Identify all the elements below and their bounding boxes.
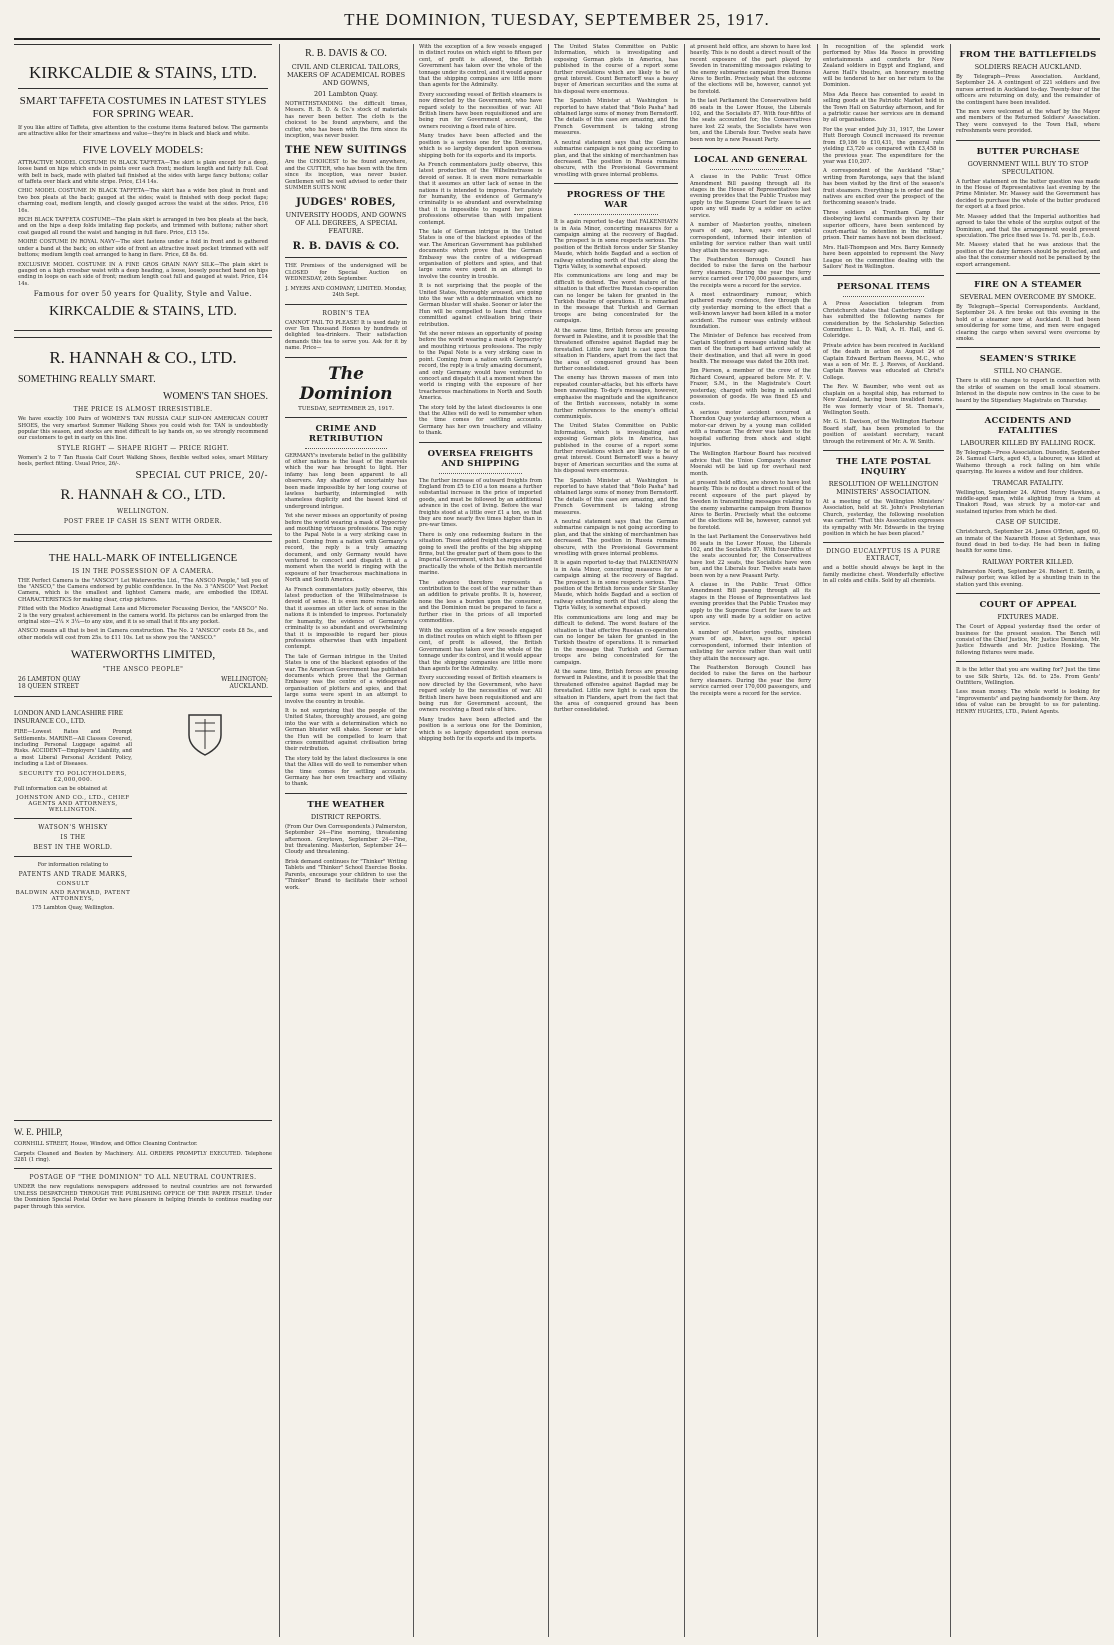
fire-title: FIRE ON A STEAMER [974, 279, 1082, 290]
soldiers-paragraph-1: By Telegraph—Press Association. Auckland, September 24. A contingent of 221 soldiers and five nurses arrived in Auckland to-day. Twenty-four of the officers are returning on duty, and the remainder of the contingent have been invalided. [956, 74, 1100, 106]
battlefields-title: FROM THE BATTLEFIELDS [959, 50, 1097, 60]
postage-title: POSTAGE OF "THE DOMINION" TO ALL NEUTRAL COUNTRIES. [29, 1174, 257, 1182]
whisky-line-2: IS THE [60, 834, 86, 842]
london-lancashire-agents: JOHNSTON AND CO., LTD., CHIEF AGENTS AND ATTORNEYS, WELLINGTON. [16, 795, 130, 814]
divider [419, 442, 542, 443]
dominion-nameplate: The Dominion [299, 363, 393, 404]
weather-title: THE WEATHER [307, 799, 385, 810]
local-paragraph-12: A number of Masterton youths, nineteen years of age, have, says our special correspondent, informed their intention of enlisting for service rather than wait until they attain the necessary age. [690, 629, 811, 662]
leader-paragraph-2: Yet she never misses an opportunity of posing before the world wearing a mask of hypocrisy and mouthing virtuous professions. The reply to the Papal Note is a very striking case in point. Coming from a nation with Germany's record, the reply is a truly amazing document, and only Germany would have ventured to concoct and dispatch it at a moment when the world is ringing with the exposure of her treacherous machinations in North and South America. [285, 513, 407, 584]
hannah-headline: SOMETHING REALLY SMART. [18, 374, 156, 386]
personal-items-title: PERSONAL ITEMS [836, 282, 931, 293]
freights-paragraph-3: The advance therefore represents a contribution to the cost of the war rather than an addition to private profits. It is, however, none the less a burden upon the consumer, and the Dominion must be prepared to face a further rise in the prices of all imported commodities. [419, 579, 542, 625]
progress-paragraph-5: The United States Committee on Public Information, which is investigating and exposing German plots in America, has published in the course of a report some further revelations which are likely to be of great interest. Count Bernstorff was a heavy buyer of American securities and the sums at his disposal were enormous. [554, 423, 678, 475]
weather-subtitle: DISTRICT REPORTS. [310, 812, 382, 821]
davis-suitings-title: THE NEW SUITINGS [285, 145, 407, 157]
postal-inquiry-body: At a meeting of the Wellington Ministers' Association, held at St. John's Presbyterian Church, yesterday, the following resolution was carried: "That this Association expresses its sympathy with Mr. Edwards in the trying position in which he has been placed." [823, 498, 944, 537]
tramcar-subtitle: TRAMCAR FATALITY. [992, 478, 1064, 487]
progress-paragraph-2: His communications are long and may be difficult to defend. The worst feature of the situation is that effective Russian co-operation can no longer be taken for granted in the Turkish theatre of operations. It is remarked in the message that Turkish and German troops are being concentrated for the campaign. [554, 273, 678, 325]
column-2 [285, 44, 407, 1637]
column-5 [690, 44, 811, 1637]
column-rule [413, 44, 414, 1637]
local-paragraph-7: A serious motor accident occurred at Thorndon Quay yesterday afternoon, when a motor-car driven by a young man collided with a tramcar. The driver was taken to the hospital suffering from shock and slight injuries. [690, 409, 811, 448]
col3-continued-6: It is not surprising that the people of the United States, thoroughly aroused, are going into the war with a determination which no German bluster will shake. Sooner or later the Hun will be compelled to learn that crimes committed against civilisation bring their retribution. [419, 283, 542, 328]
kirkcaldie-model-5: EXCLUSIVE MODEL COSTUME IN A FINE GROS GRAIN NAVY SILK—The plain skirt is gauged on a high crossbar waist with a deep heading, a loose, loosely pouched band on hips ending in loops on each side of front; medium length coat full and gauged at waist. Price, £14 14s. [18, 261, 268, 287]
patents-intro: For information relating to [37, 862, 109, 869]
whisky-line-1: WATSON'S WHISKY [38, 824, 108, 832]
waterworths-address-2 [18, 683, 268, 690]
col3-continued-8: The story told by the latest disclosures is one that the Allies will do well to remember when the time comes for settling accounts. Germany has her own treachery and villainy to thank. [419, 404, 542, 437]
london-lancashire-security: SECURITY TO POLICYHOLDERS, £2,000,000. [19, 770, 127, 783]
whisky-line-3: BEST IN THE WORLD. [33, 844, 113, 852]
progress-paragraph-8: It is again reported to-day that FALKENHAYN is in Asia Minor, concerting measures for a campaign aiming at the recovery of Bagdad. The prospect is in some respects serious. The position of the British forces under Sir Stanley Maude, which holds Bagdad and a section of railway extending north of that city along the Tigris Valley, is somewhat exposed. [554, 560, 678, 612]
suicide-subtitle: CASE OF SUICIDE. [995, 518, 1061, 527]
seamen-title: SEAMEN'S STRIKE [979, 354, 1077, 365]
kirkcaldie-headline: SMART TAFFETA COSTUMES IN LATEST STYLES FOR SPRING WEAR. [19, 95, 267, 120]
soldiers-paragraph-2: The men were welcomed at the wharf by the Mayor and members of the Returned Soldiers' Association. They were conveyed to the Town Hall, where refreshments were provided. [956, 109, 1100, 135]
ansco-body-3: ANSCO means all that is best in Camera construction. The No. 2 "ANSCO" costs £8 5s., and other models will cost from 25s. to £11 10s. Let us show you the "ANSCO." [18, 628, 268, 641]
personal-paragraph-3: The Rev. W. Baumber, who went out as chaplain on a hospital ship, has returned to New Zealand, having been invalided home. He was formerly vicar of St. Thomas's, Wellington South. [823, 384, 944, 416]
divider [823, 275, 944, 276]
divider [14, 818, 132, 819]
local-paragraph-6: Jim Pierson, a member of the crew of the Richard Coward, appeared before Mr. F. V. Frazer, S.M., in the Magistrate's Court yesterday, charged with being in unlawful possession of goods. He was fined £5 and costs. [690, 368, 811, 407]
porter-subtitle: RAILWAY PORTER KILLED. [982, 557, 1074, 566]
divider [554, 183, 678, 184]
progress-paragraph-1: It is again reported to-day that FALKENHAYN is in Asia Minor, concerting measures for a campaign aiming at the recovery of Bagdad. The prospect is in some respects serious. The position of the British forces under Sir Stanley Maude, which holds Bagdad and a section of railway extending north of that city along the Tigris Valley, is somewhat exposed. [554, 219, 678, 270]
kirkcaldie-models-title: FIVE LOVELY MODELS: [82, 143, 204, 156]
col5-paragraph-2: In the last Parliament the Conservatives held 86 seats in the Lower House, the Liberals 102, and the Socialists 87. With four-fifths of the seats accounted for, the Conservatives have lost 22 seats, the Socialists have won ten, and the Liberals four. Twelve seats have been won by a new Peasant Party. [690, 98, 811, 143]
masthead-title: THE DOMINION, TUESDAY, SEPTEMBER 25, 1917. [344, 10, 770, 29]
divider [843, 296, 924, 297]
fire-paragraph: By Telegraph—Special Correspondents. Auckland, September 24. A fire broke out this evening in the hold of a steamer now at Auckland. It had been smouldering for some time, and men were engaged clearing the cargo when several were overcome by smoke. [956, 303, 1100, 342]
column-7 [956, 44, 1100, 1637]
butter-paragraph-1: A further statement on the butter question was made in the House of Representatives last evening by the Prime Minister. Mr. Massey said the Government has decided to purchase the whole of the butter produced for export at a fixed price. [956, 178, 1100, 211]
butter-title: BUTTER PURCHASE [976, 146, 1080, 157]
kirkcaldie-tagline: Famous for over 50 years for Quality, Style and Value. [33, 290, 253, 299]
davis-suitings-body: Are the CHOICEST to be found anywhere, and the CUTTER, who has been with the firm since its inception, was never busier. Gentlemen will be well advised to order their SUMMER SUITS NOW. [285, 159, 407, 192]
column-6 [823, 44, 944, 1637]
local-paragraph-9: at present held office, are shown to have lost heavily. This is no doubt a direct result of the recent exposure of the part played by Sweden in transmitting messages relating to the enemy submarine campaign from Buenos Aires to Berlin. Precisely what the outcome of the elections will be, however, cannot yet be foretold. [690, 479, 811, 531]
patents-advertisement: Less mean money. The whole world is looking for "improvements" and paying handsomely for them. Any idea of value can be brought to us for patenting. HENRY HUGHES, LTD., Patent Agents. [956, 689, 1100, 715]
col6-paragraph-3: For the year ended July 31, 1917, the Lower Hutt Borough Council increased its revenue from £9,186 to £10,431, the general rate yielding £3,720 as compared with £3,458 in the previous year. The expenditure for the year was £10,207. [823, 126, 944, 165]
seamen-subtitle: STILL NO CHANGE. [993, 367, 1063, 376]
local-general-title: LOCAL AND GENERAL [693, 155, 808, 166]
column-rule [548, 44, 549, 1637]
col3-continued-5: The tale of German intrigue in the United States is one of the blackest episodes of the war. The American Government has published documents which prove that the German Embassy was the centre of a widespread organisation of plotters and spies, and that large sums were spent in an attempt to involve the country in trouble. [419, 228, 542, 280]
progress-paragraph-10: At the same time, British forces are pressing forward in Palestine, and it is possible that the threatened offensive against Bagdad may be forestalled. Little new light is cast upon the situation in Flanders, apart from the fact that the area of conquered ground has been further consolidated. [554, 668, 678, 714]
divider [574, 214, 658, 215]
kirkcaldie-model-2: CHIC MODEL COSTUME IN BLACK TAFFETA—The skirt has a wide box pleat in front and two box pleats at the back; gauged at the sides; waist is finished with deep pocket flaps; charming coat, medium length, and closely gauged across the waist at the sides. Price, £16 16s. [18, 188, 268, 214]
freights-paragraph-1: The further increase of outward freights from England from £5 to £10 a ton means a further substantial increase in the price of imported goods, and must be followed by an additional advance in the cost of living. Before the war freights stood at a little over £1 a ton, so that they are now nearly five times higher than in pre-war times. [419, 477, 542, 529]
column-advertisements [14, 44, 272, 1637]
davis-subtitle: CIVIL AND CLERICAL TAILORS, MAKERS OF ACADEMICAL ROBES AND GOWNS, [286, 63, 406, 87]
personal-paragraph-4: Mr. G. H. Davison, of the Wellington Harbour Board staff, has been promoted to the position of assistant secretary, vacant through the retirement of Mr. A. W. Smith. [823, 419, 944, 445]
soldiers-subtitle: SOLDIERS REACH AUCKLAND. [974, 63, 1082, 71]
london-lancashire-info: Full information can be obtained at [14, 785, 108, 792]
accidents-paragraph-3: Christchurch, September 24. James O'Brien, aged 60, an inmate of the Nazareth House at Sydenham, was found dead in bed to-day. He had been in failing health for some time. [956, 529, 1100, 555]
kirkcaldie-name-footer: KIRKCALDIE & STAINS, LTD. [49, 304, 237, 320]
robin-tea-title: ROBIN'S TEA [322, 309, 370, 317]
column-4 [554, 44, 678, 1637]
davis-name: R. B. DAVIS & CO. [305, 48, 387, 59]
hannah-city: WELLINGTON. [116, 507, 170, 515]
hannah-features: STYLE RIGHT — SHAPE RIGHT — PRICE RIGHT. [57, 444, 229, 452]
waterworths-address-1 [18, 676, 268, 683]
divider [285, 417, 407, 418]
progress-paragraph-9: His communications are long and may be difficult to defend. The worst feature of the situation is that effective Russian co-operation can no longer be taken for granted in the Turkish theatre of operations. It is remarked in the message that Turkish and German troops are being concentrated for the campaign. [554, 614, 678, 666]
leader-paragraph-1: GERMANY's inveterate belief in the gullibility of other nations is the least of the marvels which the war has brought to light. Her infamy has long been apparent to all observers. Any shadow of uncertainty has been made impossible by her long course of lawless barbarity, intermingled with shameless duplicity and the basest kind of underground intrigue. [285, 452, 407, 510]
ansco-body-2: Fitted with the Modico Anastigmat Lens and Micrometer Focussing Device, the "ANSCO" No. 2 is the very greatest achievement in the camera world. Its pictures can be enlarged from the original size—2¼ × 3¼—to any size, and it is so small that it fits any pocket. [18, 606, 268, 625]
column-rule [684, 44, 685, 1637]
kirkcaldie-model-1: ATTRACTIVE MODEL COSTUME IN BLACK TAFFETA—The skirt is plain except for a deep, loose band on hips which ends in points over each front; medium length and fairly full. Coat with belt in back, made with plaited tail finished at the sides with large fancy buttons; collar of taffeta over black and white stripe. Price, £14 14s. [18, 159, 268, 186]
crest-icon [185, 711, 225, 757]
col6-paragraph-5: Three soldiers at Trentham Camp for disobeying lawful commands given by their superior officers, have been sentenced by court-martial to detention in the military prison. Their names have not been disclosed. [823, 209, 944, 242]
appeal-title: COURT OF APPEAL [979, 600, 1077, 611]
col3-continued-2: Every succeeding vessel of British steamers is now directed by the Government, who have regard solely to the necessities of war. All British liners have been requisitioned and are being run for Government account, the owners receiving a fixed rate of hire. [419, 91, 542, 130]
hannah-name: R. HANNAH & CO., LTD. [49, 348, 237, 368]
freights-paragraph-4: With the exception of a few vessels engaged in distinct routes on which eight to fifteen per cent, of profit is allowed, the British Government has taken over the whole of the tonnage under its control, and it would appear that the shipping companies are little more than agents for the Admiralty. [419, 627, 542, 672]
accidents-title: ACCIDENTS AND FATALITIES [984, 416, 1072, 436]
waterworths-city-2: AUCKLAND. [229, 683, 268, 691]
davis-address: 201 Lambton Quay. [313, 90, 379, 98]
hannah-advertisement [14, 337, 272, 534]
divider [305, 448, 387, 449]
small-advertisements [14, 703, 272, 1115]
local-paragraph-2: A number of Masterton youths, nineteen years of age, have, says our special correspondent, informed their intention of enlisting for service rather than wait until they attain the necessary age. [690, 221, 811, 254]
local-paragraph-10: In the last Parliament the Conservatives held 86 seats in the Lower House, the Liberals 102, and the Socialists 87. With four-fifths of the seats accounted for, the Conservatives have lost 22 seats, the Socialists have won ten, and the Liberals four. Twelve seats have been won by a new Peasant Party. [690, 534, 811, 579]
divider [823, 450, 944, 451]
ansco-headline: THE HALL-MARK OF INTELLIGENCE [48, 551, 238, 564]
eucalyptus-title: DINGO EUCALYPTUS IS A PURE EXTRACT, [826, 548, 941, 563]
butter-subtitle: GOVERNMENT WILL BUY TO STOP SPECULATION. [967, 159, 1089, 176]
hannah-price-note: THE PRICE IS ALMOST IRRESISTIBLE. [73, 406, 213, 414]
freights-paragraph-6: Many trades have been affected and the position is a serious one for the Dominion, which is so largely dependent upon oversea shipping both for its exports and its imports. [419, 716, 542, 742]
col5-paragraph-1: at present held office, are shown to have lost heavily. This is no doubt a direct result of the recent exposure of the part played by Sweden in transmitting messages relating to the enemy submarine campaign from Buenos Aires to Berlin. Precisely what the outcome of the elections will be, however, cannot yet be foretold. [690, 44, 811, 95]
robin-tea-body: CANNOT FAIL TO PLEASE! It is used daily in over Ten Thousand Homes by hundreds of delighted tea-drinkers. Their satisfaction demands this tea to serve you. Ask for it by name. Price— [285, 319, 407, 352]
hannah-name-footer: R. HANNAH & CO., LTD. [60, 486, 226, 503]
hannah-post-note: POST FREE IF CASH IS SENT WITH ORDER. [63, 517, 223, 525]
divider [14, 1120, 272, 1121]
col6-paragraph-1: In recognition of the splendid work performed by Miss Ida Reece in providing entertainments and comforts for New Zealand soldiers in Egypt and England, and Aaron Hall's theatre, an honorary meeting will be tendered to her on her return to the Dominion. [823, 44, 944, 89]
divider [14, 1168, 272, 1169]
divider [285, 257, 407, 258]
appeal-subtitle: FIXTURES MADE. [997, 613, 1059, 622]
col6-paragraph-2: Miss Ada Reece has consented to assist in selling goods at the Patriotic Market held in the Town Hall on Saturday afternoon, and for a patriotic cause her services are in demand by all organisations. [823, 91, 944, 124]
patents-title: PATENTS AND TRADE MARKS, [18, 871, 128, 879]
masthead [14, 8, 1100, 40]
milligans-advertisement [138, 765, 272, 875]
small-ads-right [138, 703, 272, 1115]
postage-notice [14, 1174, 272, 1210]
divider [956, 347, 1100, 348]
postal-inquiry-subtitle: RESOLUTION OF WELLINGTON MINISTERS' ASSOCIATION. [828, 479, 939, 496]
london-lancashire-name: LONDON AND LANCASHIRE FIRE INSURANCE CO., LTD. [14, 709, 124, 726]
col3-continued-4: As French commentators justly observe, this latest production of the Wilhelmstrasse is devoid of sense. It is even more remarkable that it assumes an utter lack of sense in the nations it is intended to impress. Fortunately for humanity, the evidence of Germany's criminality is so abundant and overwhelming that it is impossible to regard her pious professions otherwise than with impatient contempt. [419, 161, 542, 226]
divider [285, 304, 407, 305]
divider [956, 661, 1100, 662]
patents-consult: CONSULT [56, 881, 90, 888]
waterworths-street-2: 18 QUEEN STREET [18, 683, 79, 691]
eucalyptus-body: and a bottle should always be kept in the family medicine chest. Wonderfully effective in all colds and chills. Sold by all chemists. [823, 565, 944, 585]
divider [285, 357, 407, 358]
divider [439, 473, 522, 474]
divider [14, 856, 132, 857]
divider [956, 273, 1100, 274]
closing-signature: J. MYERS AND COMPANY, LIMITED. Monday, 24th Sept. [285, 285, 407, 299]
local-paragraph-8: The Wellington Harbour Board has received advice that the Union Company's steamer Moeraki will be laid up for overhaul next month. [690, 451, 811, 477]
waterworths-name: WATERWORTHS LIMITED, [70, 647, 216, 662]
col6-paragraph-6: Mrs. Hall-Thompson and Mrs. Barry Kennedy have been appointed to represent the Navy League on the committee dealing with the Sailors' Rest in Wellington. [823, 244, 944, 270]
col3-continued-1: With the exception of a few vessels engaged in distinct routes on which eight to fifteen per cent, of profit is allowed, the British Government has taken over the whole of the tonnage under its control, and it would appear that the shipping companies are little more than agents for the Admiralty. [419, 44, 542, 89]
davis-robes-subtitle: UNIVERSITY HOODS, AND GOWNS OF ALL DEGREES, A SPECIAL FEATURE. [285, 211, 407, 236]
local-paragraph-4: A most extraordinary rumour, which gathered ready credence, flew through the city yesterday morning to the effect that a well-known lawyer had been killed in a motor accident. The rumour was entirely without foundation. [690, 292, 811, 331]
column-3 [419, 44, 542, 1637]
col3-continued-7: Yet she never misses an opportunity of posing before the world wearing a mask of hypocrisy and mouthing virtuous professions. The reply to the Papal Note is a very striking case in point. Coming from a nation with Germany's record, the reply is a truly amazing document, and only Germany would have ventured to concoct and dispatch it at a moment when the world is ringing with the exposure of her treacherous machinations in North and South America. [419, 331, 542, 402]
local-paragraph-1: A clause in the Public Trust Office Amendment Bill passing through all its stages in the House of Representatives last evening provides that the Public Trustee may apply to the Supreme Court for leave to act upon any will made by a soldier on active service. [690, 174, 811, 219]
personal-paragraph-2: Private advice has been received in Auckland of the death in action on August 24 of Captain Edward Bertram Reeves, M.C., who was a son of Mr. E. J. Reeves, of Auckland. Captain Reeves was educated at Christ's College. [823, 342, 944, 381]
divider [956, 409, 1100, 410]
insurance-advertisement [138, 875, 272, 1115]
postage-body: UNDER the new regulations newspapers addressed to neutral countries are not forwarded UNLESS DESPATCHED THROUGH THE PUBLISHING OFFICE OF THE PAPER ITSELF. Under the Dominion Special Postal Order we have pleasure in helping friends to continue reading our paper through this service. [14, 1184, 272, 1210]
col3-continued-3: Many trades have been affected and the position is a serious one for the Dominion, which is so largely dependent upon oversea shipping both for its exports and its imports. [419, 133, 542, 159]
weather-advertisement: Brisk demand continues for "Thinker" Writing Tablets and "Thinker" School Exercise Books. Parents, encourage your children to use the "Thinker" Brand to facilitate their school work. [285, 858, 407, 891]
accidents-paragraph-2: Wellington, September 24. Alfred Henry Hawkins, a middle-aged man, while alighting from a tram at Tinakori Road, was struck by a motor-car and sustained injuries from which he died. [956, 489, 1100, 515]
hannah-subheadline: WOMEN'S TAN SHOES. [163, 391, 268, 403]
butter-paragraph-2: Mr. Massey added that the Imperial authorities had agreed to take the whole of the surplus output of the Dominion, and that the arrangement would prevent speculation. The price fixed was 1s. 7d. per lb., f.o.b. [956, 213, 1100, 239]
column-rule [279, 44, 280, 1637]
progress-paragraph-3: At the same time, British forces are pressing forward in Palestine, and it is possible that the threatened offensive against Bagdad may be forestalled. Little new light is cast upon the situation in Flanders, apart from the fact that the area of conquered ground has been further consolidated. [554, 327, 678, 373]
philp-name: W. E. PHILP, [14, 1127, 63, 1138]
postal-inquiry-title: THE LATE POSTAL INQUIRY [836, 456, 931, 477]
appeal-paragraph: The Court of Appeal yesterday fixed the order of business for the present session. The Bench will consist of the Chief Justice, Mr. Justice Denniston, Mr. Justice Edwards and Mr. Justice Hosking. The following fixtures were made. [956, 624, 1100, 656]
ansco-body-1: THE Perfect Camera is the "ANSCO"! Let Waterworths Ltd., "The ANSCO People," tell you of the "ANSCO," the Camera endorsed by public confidence. In the No. 3 "ANSCO" Vest Pocket Camera, which is the smallest and lightest Camera made, are embodied the IDEAL CHARACTERISTICS for making clear, crisp pictures. [18, 577, 268, 603]
col4-continued-3: A neutral statement says that the German submarine campaign is not going according to plan, and that the sinking of merchantmen has decreased. The position in Russia remains obscure, with the Provisional Government wrestling with grave internal problems. [554, 139, 678, 178]
local-paragraph-11: A clause in the Public Trust Office Amendment Bill passing through all its stages in the House of Representatives last evening provides that the Public Trustee may apply to the Supreme Court for leave to act upon any will made by a soldier on active service. [690, 582, 811, 627]
davis-robes-title: JUDGES' ROBES, [296, 197, 396, 209]
hannah-special-price: SPECIAL CUT PRICE, 20/- [135, 470, 268, 481]
col4-continued-2: The Spanish Minister at Washington is reported to have stated that "Bolo Pasha" had obtained large sums of money from Bernstorff. The details of this case are amazing, and the French Government is taking strong measures. [554, 98, 678, 137]
freights-paragraph-2: There is only one redeeming feature in the situation. These added freight charges are not going to swell the profits of the big shipping firms, but the greater part of them goes to the Imperial Government, which has requisitioned practically the whole of the British mercantile marine. [419, 531, 542, 577]
kirkcaldie-name: KIRKCALDIE & STAINS, LTD. [29, 63, 257, 82]
divider [710, 169, 791, 170]
seamen-paragraph: There is still no change to report in connection with the strike of seamen on the small local steamers. Interest in the dispute now centres in the case to be heard by the Stipendiary Magistrate on Thursday. [956, 378, 1100, 404]
divider [18, 88, 268, 89]
progress-paragraph-7: A neutral statement says that the German submarine campaign is not going according to plan, and that the sinking of merchantmen has decreased. The position in Russia remains obscure, with the Provisional Government wrestling with grave internal problems. [554, 519, 678, 558]
kirkcaldie-intro: If you like attire of Taffeta, give attention to the costume items featured below. The garments are attractive alike for their smartness and value—they're in black and black and white. [18, 125, 268, 138]
leader-paragraph-3: As French commentators justly observe, this latest production of the Wilhelmstrasse is devoid of sense. It is even more remarkable that it assumes an utter lack of sense in the nations it is intended to impress. Fortunately for humanity, the evidence of Germany's criminality is so abundant and overwhelming that it is impossible to regard her pious professions otherwise than with impatient contempt. [285, 586, 407, 651]
davis-body: NOTWITHSTANDING the difficult times, Messrs. R. B. D. & Co.'s stock of materials has never been better. The cloth is the choicest to be found anywhere, and the cutter, who has been with the firm since its inception, was never busier. [285, 101, 407, 140]
waterworths-tag: "THE ANSCO PEOPLE" [102, 666, 184, 674]
waterworths-city-1: WELLINGTON; [221, 676, 268, 684]
philp-body: Carpets Cleaned and Beaten by Machinery. ALL ORDERS PROMPTLY EXECUTED. Telephone 3281 (1 ring). [14, 1150, 272, 1164]
butter-paragraph-3: Mr. Massey stated that he was anxious that the position of the dairy farmers should be protected, and also that the consumer should not be penalised by the export arrangement. [956, 242, 1100, 268]
column-rule [950, 44, 951, 1637]
patents-address: 175 Lambton Quay, Wellington. [31, 905, 115, 912]
col6-paragraph-4: A correspondent of the Auckland "Star," writing from Rarotonga, says that the island has been visited by the first of the season's fruit steamers. Everything is in order and the natives are excited over the prospect of the forthcoming season's trade. [823, 168, 944, 207]
divider [956, 593, 1100, 594]
leader-paragraph-4: The tale of German intrigue in the United States is one of the blackest episodes of the war. The American Government has published documents which prove that the German Embassy was the centre of a widespread organisation of plotters and spies, and that large sums were spent in an attempt to involve the country in trouble. [285, 653, 407, 705]
leader-paragraph-6: The story told by the latest disclosures is one that the Allies will do well to remember when the time comes for settling accounts. Germany has her own treachery and villainy to thank. [285, 755, 407, 788]
weather-body: (From Our Own Correspondents.) Palmerston, September 24—Fine morning, threatening afternoon. Greytown, September 24—Fine, but threatening. Masterton, September 24—Cloudy and threatening. [285, 823, 407, 856]
accidents-paragraph-4: Palmerston North, September 24. Robert E. Smith, a railway porter, was killed by a shunting train in the station yard this evening. [956, 568, 1100, 588]
kirkcaldie-advertisement [14, 44, 272, 331]
hannah-body: We have exactly 100 Pairs of WOMEN'S TAN RUSSIA CALF SLIP-ON AMERICAN COURT SHOES, the very smartest Summer Walking Shoes you could wish for. TAN is undoubtedly popular this season, and stocks are most difficult to lay hands on, so we strongly recommend our customers to get in early on this line. [18, 416, 268, 442]
shield-logo [138, 711, 272, 757]
local-paragraph-5: The Minister of Defence has received from Captain Stopford a message stating that the men of the transport had arrived safely at their destination, and that all were in good health. The message was dated the 20th inst. [690, 333, 811, 366]
column-rule [817, 44, 818, 1637]
accidents-subtitle: LABOURER KILLED BY FALLING ROCK. [960, 439, 1096, 447]
progress-title: PROGRESS OF THE WAR [566, 190, 666, 211]
personal-paragraph-1: A Press Association telegram from Christchurch states that Canterbury College has submitted the following names for consideration by the Scholarship Selection Committee: L. D. Wall, A. H. Hall, and G. Coleridge. [823, 301, 944, 340]
kirkcaldie-model-4: MOIRE COSTUME IN ROYAL NAVY—The skirt fastens under a fold in front and is gathered under a band at the back; on either side of front an attractive inset pocket trimmed with self buttons; medium length coat arranged to hang in flare. Price, £8 8s. 6d. [18, 239, 268, 259]
hannah-sizes: Women's 2 to 7 Tan Russia Calf Court Walking Shoes, flexible welted soles, smart Military heels, perfect fitting. Usual Price, 26/-. [18, 454, 268, 468]
shirts-advertisement: It is the letter that you are waiting for? Just the time to use Silk Shirts, 12s. 6d. to 25s. From Gents' Outfitters, Wellington. [956, 667, 1100, 686]
freights-paragraph-5: Every succeeding vessel of British steamers is now directed by the Government, who have regard solely to the necessities of war. All British liners have been requisitioned and are being run for Government account, the owners receiving a fixed rate of hire. [419, 675, 542, 714]
ansco-advertisement [14, 541, 272, 698]
closing-notice: THE Premises of the undersigned will be CLOSED for Special Auction on WEDNESDAY, 26th September. [285, 263, 407, 283]
waterworths-street-1: 26 LAMBTON QUAY [18, 676, 81, 684]
local-paragraph-3: The Featherston Borough Council has decided to raise the fares on the harbour ferry steamers. During the year the ferry service carried over 170,000 passengers, and the receipts were a record for the service. [690, 256, 811, 289]
nameplate-date: TUESDAY, SEPTEMBER 25, 1917. [298, 405, 394, 412]
col4-continued-1: The United States Committee on Public Information, which is investigating and exposing German plots in America, has published in the course of a report some further revelations which are likely to be of great interest. Count Bernstorff was a heavy buyer of American securities and the sums at his disposal were enormous. [554, 44, 678, 95]
davis-name-footer: R. B. DAVIS & CO. [292, 241, 400, 253]
philp-address: CORNHILL STREET, House, Window, and Office Cleaning Contractor. [14, 1141, 198, 1148]
ansco-subheadline: IS IN THE POSSESSION OF A CAMERA. [72, 567, 214, 575]
progress-paragraph-4: The enemy has thrown masses of men into repeated counter-attacks, but his efforts have been unavailing. To-day's messages, however, emphasise the magnitude and the significance of the British successes, notably in some further references to the enemy's official communiqués. [554, 375, 678, 420]
progress-paragraph-6: The Spanish Minister at Washington is reported to have stated that "Bolo Pasha" had obtained large sums of money from Bernstorff. The details of this case are amazing, and the French Government is taking strong measures. [554, 477, 678, 516]
divider [285, 793, 407, 794]
freights-title: OVERSEA FREIGHTS AND SHIPPING [427, 448, 534, 469]
london-lancashire-body: FIRE—Lowest Rates and Prompt Settlements. MARINE—All Classes Covered, including Personal Luggage against all Risks. ACCIDENT—Employers' Liability, and a most Liberal Personal Accident Policy, including a List of Diseases. [14, 729, 132, 768]
patents-firm: BALDWIN AND RAYWARD, PATENT ATTORNEYS, [15, 890, 131, 903]
small-ads-left [14, 703, 132, 1115]
kirkcaldie-model-3: RICH BLACK TAFFETA COSTUME—The plain skirt is arranged in two box pleats at the back, and on the hips a deep folds imitating flap pockets, and trimmed with buttons; rather short coat gauged all round the waist and hanging in full flare. Price, £15 15s. [18, 217, 268, 236]
divider [956, 140, 1100, 141]
leader-title: CRIME AND RETRIBUTION [308, 423, 384, 444]
fire-subtitle: SEVERAL MEN OVERCOME BY SMOKE. [959, 292, 1097, 301]
divider [690, 148, 811, 149]
philp-advertisement [14, 1127, 272, 1163]
local-paragraph-13: The Featherston Borough Council has decided to raise the fares on the harbour ferry steamers. During the year the ferry service carried over 170,000 passengers, and the receipts were a record for the service. [690, 664, 811, 697]
leader-paragraph-5: It is not surprising that the people of the United States, thoroughly aroused, are going into the war with a determination which no German bluster will shake. Sooner or later the Hun will be compelled to learn that crimes committed against civilisation bring their retribution. [285, 707, 407, 753]
divider [823, 542, 944, 543]
accidents-paragraph-1: By Telegraph—Press Association. Dunedin, September 24. Samuel Clark, aged 45, a labourer, was killed at Waihemo through a rock falling on him while quarrying. He leaves a widow and four children. [956, 450, 1100, 476]
